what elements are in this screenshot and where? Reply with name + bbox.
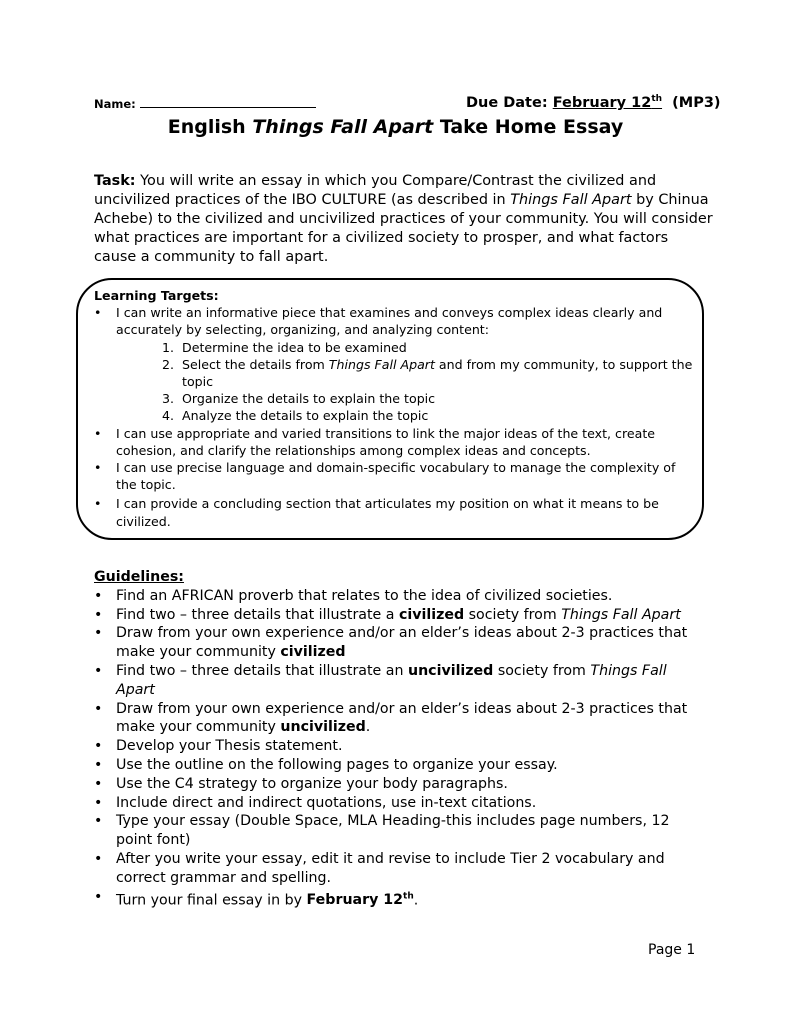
guideline-item (94, 700, 704, 738)
task-book: Things Fall Apart (510, 192, 632, 208)
step-4 (94, 407, 694, 424)
step-2 (94, 356, 694, 390)
name-blank-line (140, 96, 316, 108)
page-number: Page 1 (648, 942, 696, 958)
guideline-bold: civilized (280, 644, 346, 661)
step-text: Organize the details to explain the topic (182, 391, 436, 407)
title-pre: English (167, 116, 253, 138)
guideline-item (94, 888, 704, 911)
guideline-text: society from (464, 606, 562, 623)
guideline-item: • Find an AFRICAN proverb that relates to the idea of civilized societies. (94, 587, 704, 606)
guideline-book: Things Fall Apart (561, 606, 681, 623)
guideline-bold: uncivilized (280, 719, 366, 736)
step-text: Analyze the details to explain the topic (182, 408, 429, 424)
guideline-bold-text: February 12 (306, 892, 404, 909)
guideline-text: Find two – three details that illustrate an (116, 662, 408, 679)
guideline-bold: uncivilized (407, 662, 494, 679)
due-date-sup: th (651, 94, 663, 104)
step-number: 4. (162, 408, 175, 424)
step-number: 1. (162, 339, 175, 355)
learning-targets-heading: Learning Targets: (94, 288, 219, 303)
name-field (94, 96, 316, 111)
guideline-item: • Develop your Thesis statement. (94, 737, 704, 756)
guidelines (94, 568, 704, 910)
guideline-item: • Use the outline on the following pages to organize your essay. (94, 756, 704, 775)
task-paragraph (94, 172, 714, 267)
guideline-text: Find two – three details that illustrate a (116, 606, 399, 623)
step-text: Determine the idea to be examined (182, 339, 407, 355)
guideline-item (94, 624, 704, 662)
learning-target-3: • I can use precise language and domain-specific vocabulary to manage the complexity of the topic. (94, 459, 694, 493)
page-title (0, 116, 791, 138)
guideline-text: Draw from your own experience and/or an elder’s ideas about 2-3 practices that make your community (116, 625, 688, 661)
due-date (466, 94, 721, 111)
guideline-bold (307, 892, 414, 908)
step-number: 2. (162, 356, 175, 372)
guideline-bold: civilized (398, 606, 465, 623)
guideline-text: Draw from your own experience and/or an elder’s ideas about 2-3 practices that make your community (116, 700, 688, 736)
due-date-label: Due Date: (466, 94, 548, 111)
learning-target-1: • I can write an informative piece that examines and conveys complex ideas clearly and accurately by selecting, organizing, and analyzing content: (94, 304, 694, 338)
step-number: 3. (162, 391, 175, 407)
guideline-item: • Use the C4 strategy to organize your body paragraphs. (94, 775, 704, 794)
guideline-text: Turn your final essay in by (116, 892, 307, 909)
guideline-text: society from (493, 662, 591, 679)
due-date-value (553, 95, 662, 111)
guideline-item (94, 606, 704, 625)
guideline-item (94, 662, 704, 700)
guideline-item: • Type your essay (Double Space, MLA Heading-this includes page numbers, 12 point font) (94, 812, 704, 850)
guideline-text: . (413, 892, 419, 909)
task-text-1: You will write an essay in which you Compare/Contrast the civilized and uncivilized practices of the IBO CULTURE (as described in (94, 173, 657, 208)
name-label: Name: (94, 97, 136, 111)
task-label: Task: (94, 173, 136, 189)
task-text-2: by Chinua Achebe) to the civilized and uncivilized practices of your community. You will consider what practices are important for a civilized society to prosper, and what factors cause a community to fall apart. (94, 192, 713, 265)
guideline-item: • Include direct and indirect quotations, use in-text citations. (94, 794, 704, 813)
guideline-item: • After you write your essay, edit it and revise to include Tier 2 vocabulary and correct grammar and spelling. (94, 850, 704, 888)
step-text-post: and from my community, to support the topic (182, 356, 693, 390)
learning-target-4: • I can provide a concluding section that articulates my position on what it means to be civilized. (94, 495, 694, 529)
step-1 (94, 339, 694, 356)
learning-targets (94, 287, 694, 530)
due-date-text: February 12 (552, 94, 652, 111)
title-book: Things Fall Apart (252, 116, 434, 138)
guideline-text: . (365, 719, 371, 736)
guideline-book: Things Fall Apart (116, 662, 667, 698)
step-3 (94, 390, 694, 407)
guideline-sup: th (403, 891, 414, 902)
guidelines-heading: Guidelines: (94, 569, 184, 585)
step-text: Select the details from (182, 356, 329, 372)
learning-target-2: • I can use appropriate and varied transitions to link the major ideas of the text, create cohesion, and clarify the relationships among complex ideas and concepts. (94, 425, 694, 459)
marking-period: (MP3) (672, 94, 721, 111)
title-post: Take Home Essay (433, 116, 624, 138)
step-book: Things Fall Apart (328, 356, 435, 372)
